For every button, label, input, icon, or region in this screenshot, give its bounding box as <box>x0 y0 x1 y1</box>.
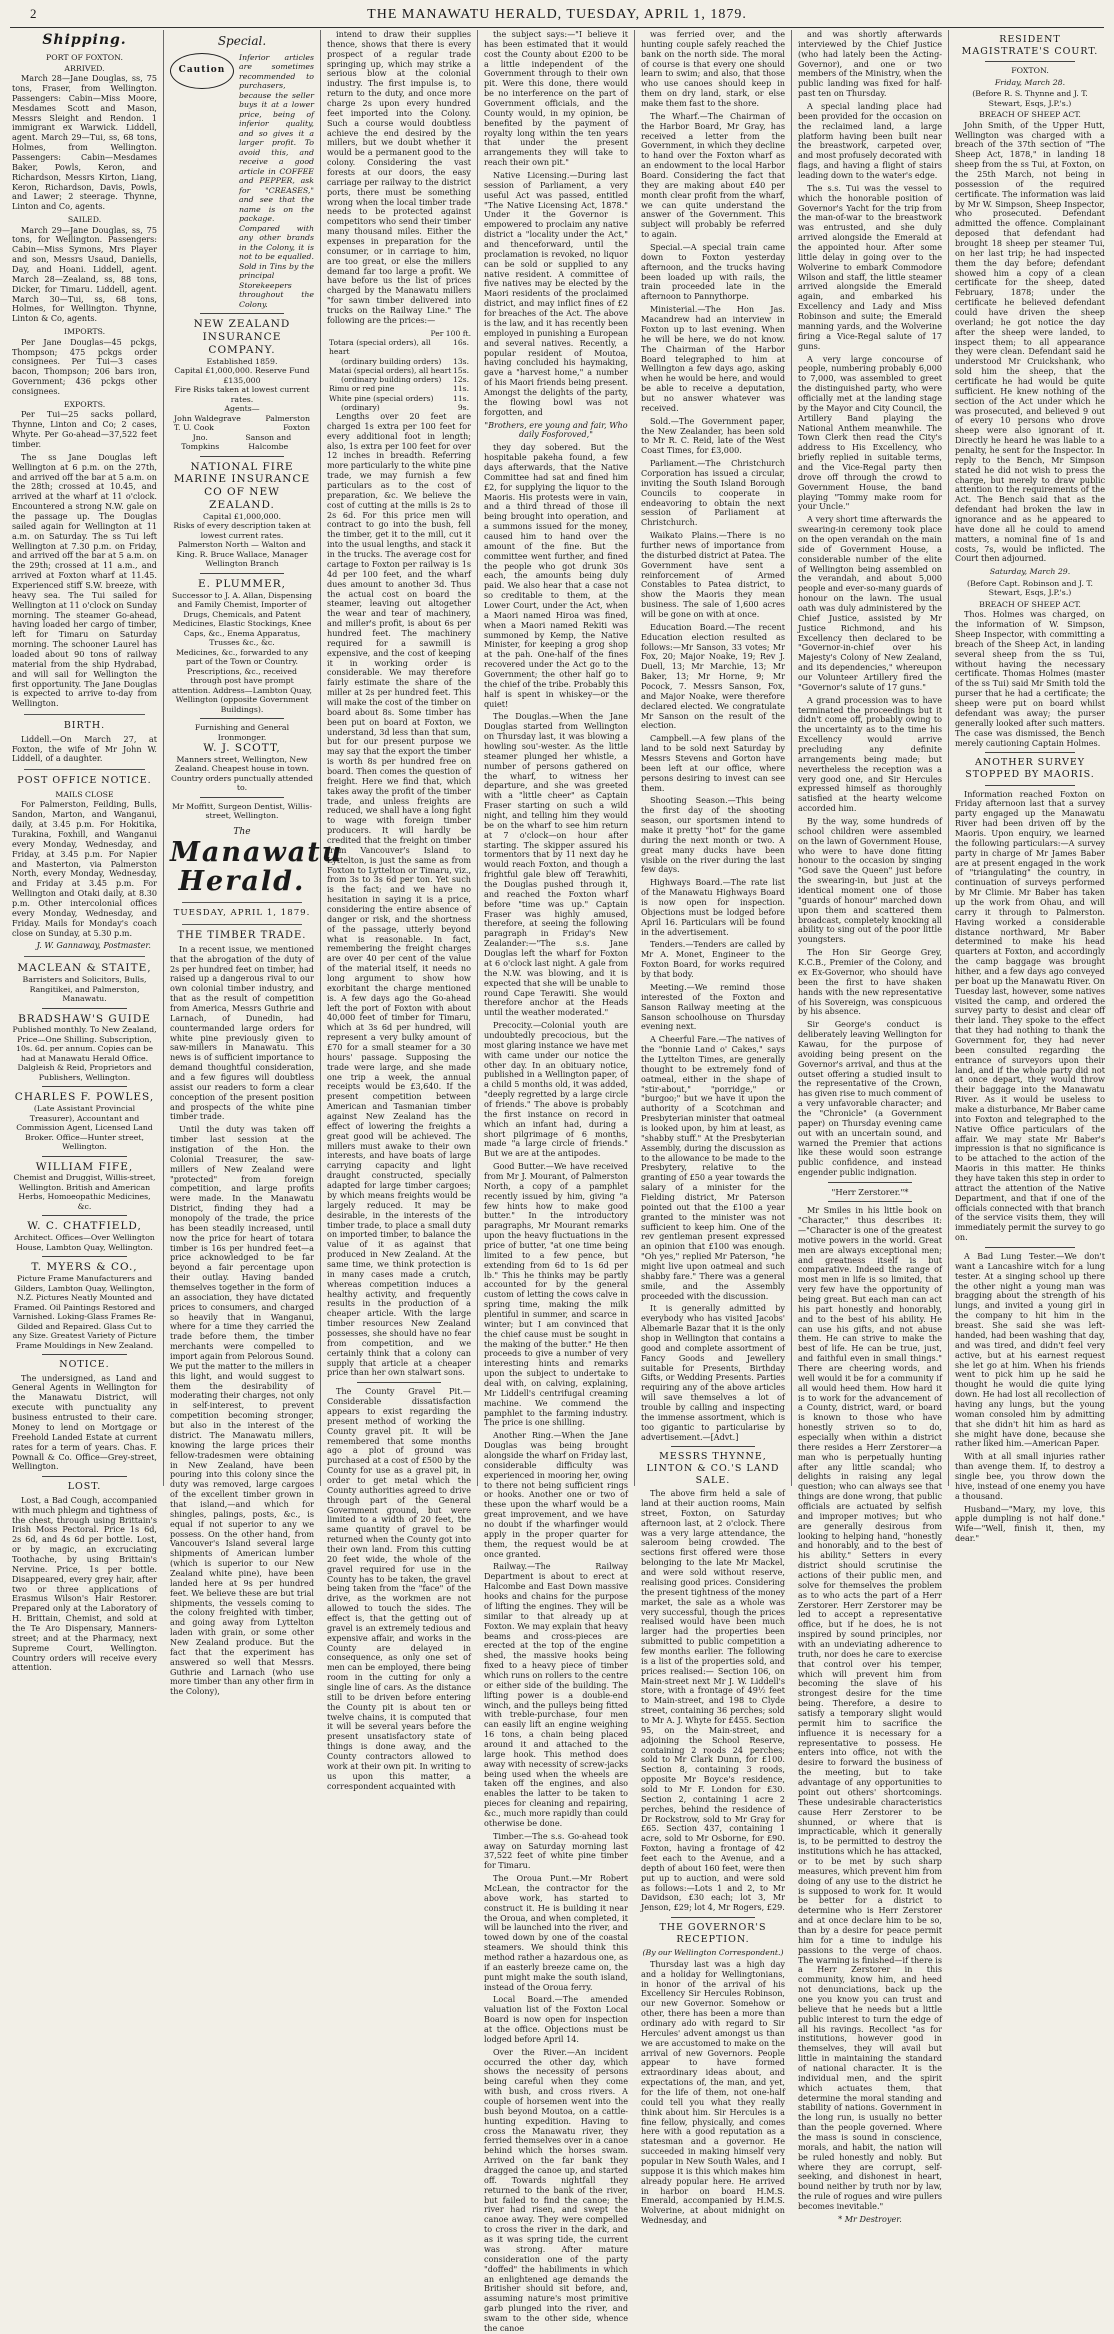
leader-paragraph: Until the duty was taken off timber last session at the instigation of the Hon. the Colonial Treasurer, the saw-millers of New Zealand were "protected" from foreign competition, and large profits were made. In the Manawatu District, finding they had a monopoly of the trade, the price has been steadily increased, until now the price for heart of totara timber is 16s per hundred feet—a price acknowledged to be far beyond a fair percentage upon their outlay. Having banded themselves together in the form of an association, they have dictated prices to consumers, and charged so heavily that in Wanganui, where for a time they carried the trade before them, the timber merchants were compelled to import again from Pelorous Sound. We put the matter to the millers in this light, and would suggest to them the desirability of moderating their charges, not only in self-interest, to prevent competition becoming stronger, but also in the interest of the district. The Manawatu millers, knowing the large prices their fellow-tradesmen were obtaining in New Zealand, have been pouring into this colony since the duty was removed, large cargoes of the excellent timber grown in that island,—and which for shingles, palings, posts, &c., is equal if not superior to any we possess. On the other hand, from Vancouver's Island several large shipments of American lumber (which is superior to our New Zealand white pine), have been landed here at 9s per hundred feet. We believe these are but trial shipments, the vessels coming to the colony freighted with timber, and going away from Lyttelton laden with grain, or some other New Zealand produce. But the fact that the experiment has answered so well that Messrs. Guthrie and Larnach (who use more timber than any other firm in the Colony), <box>170 1124 314 1697</box>
zerstorer-heading: "Herr Zerstorer."* <box>831 1186 909 1197</box>
divider <box>24 769 145 770</box>
price-rate: 11s. <box>453 384 469 394</box>
column-4 <box>478 29 634 2333</box>
verse-quote: "Brothers, ere young and fair, Who daily Fosforoved," <box>484 419 628 440</box>
divider <box>42 1008 127 1009</box>
governor-paragraph: A special landing place had been provided for the occasion on the reclaimed land, a large platform having been built near the breastwork, carpeted over, and most profusely decorated with flags, and having a flight of stairs leading down to the water's edge. <box>798 101 942 181</box>
issue-date: TUESDAY, APRIL 1, 1879. <box>173 908 311 919</box>
divider <box>42 1256 127 1257</box>
port-heading: PORT OF FOXTON. <box>46 53 123 63</box>
divider <box>182 902 302 903</box>
price-row <box>327 366 471 375</box>
news-paragraph: A Cheerful Fare.—The natives of the "bonnie Land o' Cakes," says the Lyttelton Times, are generally thought to be extremely fond of oatmeal, either in the shape of "stir-about," "porridge," or "burgoo;" but we have it upon the authority of a Scotchman and Presbyterian minister that oatmeal is looked upon, by him at least, as "shabby stuff." At the Presbyterian Assembly, during the discussion as to the allowance to be made to the Presbytery, relative to the granting of £50 a year towards the salary of a minister for the Fielding district, Mr Paterson pointed out that the £100 a year granted to the minister was not sufficient to keep him. One of the rev gentleman present expressed an opinion that £100 was enough. "Oh yes," replied Mr Paterson, "he might live upon oatmeal and such shabby fare." There was a general smile, and the Assembly proceeded with the discussion. <box>641 1034 785 1301</box>
arrived-label: ARRIVED. <box>64 63 105 73</box>
divider <box>985 1247 1075 1248</box>
price-rate: 12s. <box>453 375 469 385</box>
news-paragraph: It is generally admitted by everybody who has visited Jacobs' Albemarle Bazar that it is the only shop in Wellington that contains a good and complete assortment of Fancy Goods and Jewellery suitable for Presents, Birthday Gifts, or Wedding Presents. Parties requiring any of the above articles will save themselves a lot of trouble by calling and inspecting the immense assortment, which is too gigantic to particularise by advertisement.—[Advt.] <box>641 1303 785 1442</box>
column-1 <box>6 30 163 1673</box>
governor-paragraph: The Hon Sir George Grey, K.C.B., Premier of the Colony, and ex Ex-Governor, who should have been the first to have shaken hands with the new representative of his Sovereign, was conspicuous by his absence. <box>798 947 942 1017</box>
column-3 <box>321 29 477 1791</box>
exports-label: EXPORTS. <box>63 399 106 409</box>
court-date: Friday, March 28. <box>994 77 1066 87</box>
footnote: * Mr Destroyer. <box>838 2213 902 2224</box>
postmaster-signature: J. W. Gannaway, Postmaster. <box>36 940 151 951</box>
divider <box>42 1215 127 1216</box>
sailed-text: March 29—Jane Douglas, ss, 75 tons, for Wellington. Passengers: Cabin—Miss Symons, Mrs Player and son, Messrs Usaud, Daniells, Day, and Hoani. Liddell, agent. March 28—Zealand, ss, 88 tons, Dicker, for Timaru. Liddell, agent. March 30—Tui, ss, 68 tons, Holmes, for Wellington. Thynne, Linton & Co, agents. <box>12 224 157 324</box>
court-text: Thos. Holmes was charged, on the information of W. Simpson, Sheep Inspector, with committing a breach of the Sheep Act, in landing several sheep from the ss Tui, without having the necessary certificate. Thomas Holmes (master of the ss Tui) said Mr Smith told the purser that he had a certificate; the sheep were put on board whilst defendant was away; the purser generally looked after such matters. The case was dismissed, the Bench merely cautioning Captain Holmes. <box>955 609 1105 748</box>
court-place: FOXTON. <box>1011 66 1049 76</box>
court-bench: (Before Capt. Robinson and J. T. Stewart, Esqs, J.P.'s.) <box>967 578 1093 598</box>
news-paragraph: Tenders.—Tenders are called by Mr A. Monet, Engineer to the Foxton Board, for works required by that body. <box>641 939 785 980</box>
news-paragraph: Timber.—The s.s. Go-ahead took away on Saturday morning last 37,522 feet of white pine timber for Timaru. <box>484 1830 628 1871</box>
price-row <box>327 357 471 366</box>
news-paragraph: they day sobered. But the hospitable pakeha found, a few days afterwards, that the Native Committee had sat and fined him £2, for supplying the liquor to the Maoris. His protests were in vain, and a third thread of those ill being brought into operation, and a summons issued for the money, caused him to hand over the amount of the fine. But the committee went further, and fined the people who got drunk 30s each, the amounts being duly paid. We also hear that a case not so creditable to them, at the Lower Court, under the Act, when a Maori named Hiroa was fined, when a Maori named Rekiti was summoned by Kemp, the Native Minister, for keeping a grog shop at the pah. One-half of the fines recovered under the Act go to the Government; the other half go to the chief of the tribe. Probably this half is spent in whiskey—or the quiet! <box>484 442 628 709</box>
governor-paragraph: A very short time afterwards the swearing-in ceremony took place on the open verandah on the main side of Government House, a considerable number of the elite of Wellington being assembled on the verandah, and about 5,000 people and ever-so-many guards of honour on the lawn. The usual oath was duly administered by the Chief Justice, assisted by Mr Justice Richmond, and his Excellency then declared to be "Governor-in-chief over his Majesty's Colony of New Zealand, and its dependencies," whereupon our Volunteer Artillery fired the "Governor's salute of 17 guns." <box>798 514 943 692</box>
logo-name: Manawatu Herald. <box>170 836 344 898</box>
special-heading: Special. <box>217 34 267 48</box>
price-item: White pine (special orders) <box>329 393 434 403</box>
price-row <box>327 375 471 384</box>
anecdote: With at all small injuries rather than avenge them. If, to destroy a single bee, you throw down the hive, instead of one enemy you have a thousand. <box>955 1451 1105 1501</box>
price-table <box>327 338 471 412</box>
mails-label: MAILS CLOSE <box>55 789 114 799</box>
column-5 <box>635 29 791 2226</box>
price-rate: 15s. <box>453 365 469 375</box>
price-row <box>327 338 471 357</box>
news-paragraph: The Oroua Punt.—Mr Robert McLean, the contractor for the above work, has started to construct it. He is building it near the Oroua, and when completed, it will be launched into the river, and towed down by one of the coastal steamers. We should think this method rather a hazardous one, as if an easterly breeze came on, the punt might make the south island, instead of the Oroua ferry. <box>484 1873 628 1992</box>
news-paragraph: Special.—A special train came down to Foxton yesterday afternoon, and the trucks having been loaded up with rails, the train proceeded late in the afternoon to Pannythorpe. <box>641 242 785 302</box>
news-paragraph: Waikato Plains.—There is no further news of importance from the disturbed district at Patea. The Government have sent a reinforcement of Armed Constables to Patea district, to show the Maoris they mean business. The sale of 1,600 acres will be gone on with at once. <box>641 530 785 619</box>
divider <box>42 1086 127 1087</box>
news-paragraph: the subject says:—"I believe it has been estimated that it would cost the County about £200 to be a little independent of the Government through to their own pit. Were this done, there would be no interference on the part of Government officials, and the County would, in my opinion, be benefited by the payment of royalty long within the ten years that under the present arrangements they will take to reach their own pit." <box>484 29 628 168</box>
governor-paragraph: A very large concourse of people, numbering probably 6,000 to 7,000, was assembled to greet the distinguished party, who were officially met at the landing stage by the Mayor and City Council, the Artillery Band playing the National Anthem meanwhile. The Town Clerk then read the City's address to His Excellency, who briefly replied in suitable terms, and the Vice-Regal party then drove off through the crowd to Government House, the band playing "Tommy make room for your Uncle." <box>798 353 942 512</box>
ad-myers: T. MYERS & CO., Picture Frame Manufacturers and Gilders, Lambton Quay, Wellington, N.Z. Pictures Neatly Mounted and Framed. Oil Paintings Restored and Varnished. Loking-Glass Frames Re-Gilded and Repaired. Glass Cut to any Size. Greatest Variety of Picture Frame Mouldings in New Zealand. <box>12 1261 157 1350</box>
survey-text: Information reached Foxton on Friday afternoon last that a survey party engaged up the Manawatu River had been driven off by the Maoris. Upon enquiry, we learned the following particulars:—A survey party in charge of Mr James Baber are at present engaged in the work of "triangulating" the country, in continuation of surveys performed by Mr Climie. Mr Baber has taken up the work from Ohau, and will carry it through to Palmerston. Having worked a considerable distance northward, Mr Baber determined to make his head quarters at Foxton, and accordingly the camp baggage was brought hither, and a few days ago conveyed per boat up the Manawatu River. On Tuesday last, however, some natives visited the camp, and ordered the survey party to desist and clear off their land. They spoke to the effect that they had nothing to thank the Government for, they had never been consulted regarding the entrance of surveyors upon their land, and if the whole party did not at once depart, they would throw their baggage into the Manawatu River. As it would be useless to make a disturbance, Mr Baber came into Foxton and telegraphed to the Native Office particulars of the affair. We may state Mr Baber's impression is that no significance is to be attached to the action of the Maoris in this matter. He thinks they have taken this step in order to attract the attention of the Native Department, and that if one of the officials connected with that branch of the service visits them, they will immediately permit the survey to go on. <box>955 788 1105 1243</box>
page-header <box>0 0 1114 26</box>
news-paragraph: Precocity.—Colonial youth are undoubtedly precocious, but the most glaring instance we have met with came under our notice the other day. In an obituary notice, published in a Wellington paper, of a child 5 months old, it was added, "deeply regretted by a large circle of friends." The above is probably the first instance on record in which an infant had, during a short pilgrimage of 6 months, made "a large circle of friends." But we are at the antipodes. <box>484 1020 628 1159</box>
page-number: 2 <box>30 6 38 21</box>
ad-moffitt-dentist: Mr Moffitt, Surgeon Dentist, Willis-street, Wellington. <box>171 801 313 821</box>
news-paragraph: Shooting Season.—This being the first day of the shooting season, our sportsmen intend to make it pretty "hot" for the game during the next month or two. A great many ducks have been visible on the river during the last few days. <box>641 795 785 875</box>
ad-bradshaws-guide: BRADSHAW'S GUIDE Published monthly. To New Zealand, Price—One Shilling. Subscription, 10s. 6d. per annum. Copies can be had at Manawatu Herald Office. Dalgleish & Reid, Proprietors and Publishers, Wellington. <box>12 1012 157 1082</box>
newspaper-logo: The Manawatu Herald. <box>170 826 344 898</box>
price-item: Totara (special orders), all heart <box>329 338 431 357</box>
arrived-text: March 28—Jane Douglas, ss, 75 tons, Fraser, from Wellington. Passengers: Cabin—Miss Moore, Mesdames Scott and Mason, Messrs Sleight and Rendon. 1 immigrant ex Warwick. Liddell, agent. March 29—Tui, ss, 68 tons, Holmes, from Wellington. Passengers: Cabin—Mesdames Baker, Powls, Keron, and Richardson, Messrs Kirton, Liang, Keron, Richardson, Davis, Powls, and Lawer; 2 steerage. Thynne, Linton and Co, agents. <box>12 73 157 212</box>
court-bench: (Before R. S. Thynne and J. T. Stewart, Esqs, J.P.'s.) <box>972 89 1088 108</box>
news-paragraph: Highways Board.—The rate list of the Manawatu Highways Board is now open for inspection. Objections must be lodged before April 16. Particulars will be found in the advertisement. <box>641 877 785 937</box>
divider <box>671 1446 755 1447</box>
news-paragraph: Ministerial.—The Hon Jas. Macandrew had an interview in Foxton up to last evening. When he will be here, we do not know. The Chairman of the Harbor Board telegraphed to him at Wellington a few days ago, asking when he would be here, and would be able to receive a deputation, but no answer whatever was received. <box>641 304 785 413</box>
ad-maclean-staite: MACLEAN & STAITE, Barristers and Solicitors, Bulls, Rangitikei, and Palmerston, Manawatu. <box>17 962 152 1004</box>
land-sale-text: The above firm held a sale of land at their auction rooms, Main street, Foxton, on Saturday afternoon last, at 2 o'clock. There was a very large attendance, the saleroom being crowded. The sections first offered were those belonging to the late Mr Mackel, and were sold without reserve, realising good prices. Considering the present tightness of the money market, the sale as a whole was very successful, though the prices realised would have been much larger had the properties been submitted to public competition a few months earlier. The following is a list of the properties sold, and prices realised:— Section 106, on Main-street next Mr J. W. Liddell's store, with a frontage of 49½ feet to Main-street, and 198 to Clyde street, containing 36 perches; sold to Mr A. J. Whyte for £455. Section 95, on the Main-street, and adjoining the School Reserve, containing 2 roods 24 perches; sold to Mr Clark Dunn, for £100. Section 8, containing 3 roods, opposite Mr Boyce's residence, sold to Mr F. London for £30. Section 2, containing 1 acre 2 perches, behind the residence of Dr Rockstrow, sold to Mr Gray for £65. Section 437, containing 1 acre, sold to Mr Osborne, for £90. Foxton, having a frontage of 42 feet each to the Avenue, and a depth of about 160 feet, were then put up to auction, and were sold as follows:—Lots 1 and 2, to Mr Davidson, £30 each; lot 3, Mr Jenson, £29; lot 4, Mr Rogers, £29. <box>641 1488 785 1913</box>
governor-paragraph: The s.s. Tui was the vessel to which the honorable position of Governor's Yacht for the trip from the man-of-war to the breastwork was entrusted, and she duly arrived alongside the Emerald at the appointed hour. After some little delay in going over to the Wolverine to embark Commodore Wilson and staff, the little steamer arrived alongside the Emerald again, and embarked his Excellency and Lady and Miss Robinson and suite; the Emerald manning yards, and the Wolverine firing a Vice-Regal salute of 17 guns. <box>798 182 942 351</box>
governor-heading: THE GOVERNOR'S RECEPTION. <box>659 1922 767 1945</box>
news-paragraph: Local Board.—The amended valuation list of the Foxton Local Board is now open for inspection at the office. Objections must be lodged before April 14. <box>484 1994 628 2044</box>
news-paragraph: Railway.—The Railway Department is about to erect at Halcombe and East Down massive hooks and chains for the purpose of lifting the engines. They will be similar to that already up at Foxton. We may explain that heavy beams and cross-pieces are erected at the top of the engine shed, the massive hooks being fixed to a heavy piece of timber which runs on rollers to the centre or either side of the building. The lifting power is a double-end winch, and the pulleys being fitted with treble-purchase, four men can easily lift an engine weighing 16 tons, a chain being placed around it and attached to the large hook. This method does away with necessity of screw-jacks being used when the wheels are taken off the engines, and also enables the latter to be taken to pieces for cleaning and repairing, &c., much more rapidly than could otherwise be done. <box>484 1561 628 1828</box>
news-paragraph: Parliament.—The Christchurch Corporation has issued a circular, inviting the South Island Borough Councils to cooperate in endeavoring to obtain the next session of Parliament at Christchurch. <box>641 458 785 528</box>
news-paragraph: Over the River.—An incident occurred the other day, which shows the necessity of persons being careful when they come with bush, and cross rivers. A couple of horsemen went into the bush beyond Moutoa, on a cattle-hunting expedition. Having to cross the Manawatu river, they ferried themselves over in a canoe behind which the horses swam. Arrived on the far bank they dragged the canoe up, and started off. Towards nightfall they returned to the bank of the river, but failed to find the canoe; the river had risen, and swept the canoe away. They were compelled to cross the river in the dark, and as it was spring tide, the current was strong. After mature consideration one of the party "doffed" the habiliments in which an enlightened age demands the Britisher should sit before, and, assuming nature's most primitive garb plunged into the river, and swam to the other side, whence the canoe <box>484 2046 628 2333</box>
header-rule <box>10 27 1104 28</box>
birth-heading: BIRTH. <box>63 720 106 732</box>
divider <box>200 573 284 574</box>
divider <box>828 1182 912 1183</box>
anecdote: Husband—"Mary, my love, this apple dumpling is not half done." Wife—"Well, finish it, then, my dear." <box>955 1503 1105 1544</box>
divider <box>42 1156 127 1157</box>
caution-text: Inferior articles are sometimes recommended to purchasers, because the seller buys it at a lower price, being of inferior quality, and so gives it a larger profit. To avoid this, and receive a good article in COFFEE and PEPPER, ask for "CREASES," and see that the name is on the package. Compared with any other brands in the Colony, it is not to be equalled. Sold in Tins by the principal Storekeepers throughout the Colony. <box>239 52 314 309</box>
shipping-heading: Shipping. <box>42 32 127 48</box>
price-table-header: Per 100 ft. <box>430 328 471 338</box>
news-paragraph: Meeting.—We remind those interested of the Foxton and Sanson Railway meeting at the Sanson schoolhouse on Thursday evening next. <box>641 981 785 1032</box>
news-paragraph: The Wharf.—The Chairman of the Harbor Board, Mr Gray, has received a letter from the Government, in which they decline to hand over the Foxton wharf as an endowment to the local Harbor Board. Considering the fact that they are making about £40 per month clear profit from the wharf, we can quite understand the answer of the Government. This subject will probably be referred to again. <box>641 110 785 240</box>
correspondent-line: (By our Wellington Correspondent.) <box>642 1948 784 1958</box>
divider <box>42 1354 127 1355</box>
divider <box>357 1382 441 1383</box>
price-row <box>327 394 471 403</box>
lost-heading: LOST. <box>67 1481 102 1493</box>
price-item: (ordinary) <box>341 402 380 412</box>
price-item: (ordinary building orders) <box>341 356 442 366</box>
ad-nz-insurance: NEW ZEALAND INSURANCE COMPANY. Established 1859. Capital £1,000,000. Reserve Fund £135,000 Fire Risks taken at lowest current rates. Agents— John Waldegrave Palmerston T. U. Cook Foxton Jno. Tompkins Sanson and Halcombe <box>174 318 310 452</box>
divider <box>24 956 145 957</box>
imports-text: Per Jane Douglas—45 pckgs, Thompson; 475 pckgs order consignees. Per Tui—3 cases bacon, Thompson; 206 bars iron, Government; 436 pckgs other consignees. <box>12 336 157 396</box>
divider <box>42 1476 127 1477</box>
anecdote: A Bad Lung Tester.—We don't want a Lancashire witch for a lung tester. At a singing school up there the other night a young man was bragging about the strength of his lungs, and invited a young girl in the company to hit him in the breast. She said she was left-handed, had been washing that day, and was tired, and didn't feel very active, but at his earnest request she let go at him. When his friends went to pick him up he said he thought he would die quite lying down. He had lost all recollection of having any lungs, but the young woman consoled him by admitting that she didn't hit him as hard as she might have done, because she rather liked him.—American Paper. <box>955 1251 1105 1449</box>
survey-heading: ANOTHER SURVEY STOPPED BY MAORIS. <box>965 757 1095 780</box>
column-2 <box>164 30 344 1697</box>
governor-paragraph: Sir George's conduct is deliberately leaving Wellington for Kawau, for the purpose of avoiding being present on the Governor's arrival, and thus at the outset offering a studied insult to the representative of the Crown, has given rise to much comment of a very unfavorable character; and the "Chronicle" (a Government paper) on Thursday evening came out with an uncertain sound, and warned the Premier that actions like these would soon estrange public confidence, and instead engender public indignation. <box>798 1019 943 1178</box>
price-item: Rimu or red pine <box>329 384 395 394</box>
divider <box>985 785 1075 786</box>
leader-paragraph: In a recent issue, we mentioned that the abrogation of the duty of 2s per hundred feet on timber, had raised up a dangerous rival to our own colonial timber industry, and that as the result of competition from America, Messrs Guthrie and Larnach, of Dunedin, had countermanded large orders for white pine previously given to saw-millers in Manawatu. This news is of sufficient importance to demand thoughtful consideration, and a few figures will doubtless assist our readers to form a clear conception of the present position and prospects of the white pine timber trade. <box>170 943 314 1122</box>
news-paragraph: The Douglas.—When the Jane Douglas started from Wellington on Thursday last, it was blowing a howling sou'-wester. As the little steamer plunged her whistle, a number of persons gathered on the wharf, to witness her departure, and she was greeted with a "little cheer" as Captain Fraser starting on such a wild night, and telling him they would be on the wharf to see him return at 7 o'clock—on hour after starting. The skipper assured his tormentors that by 11 next day he would reach Foxton, and though a frightful gale blew off Terawhiti, the Douglas pushed through it, and reached the Foxton wharf before "time was up." Captain Fraser was highly amused, therefore, at seeing the following paragraph in Friday's New Zealander:—"The s.s. Jane Douglas left the wharf for Foxton at 6 o'clock last night. A gale from the N.W. was blowing, and it is expected that she will be unable to round Cape Terawiti. She would therefore anchor at the Heads until the weather moderated." <box>484 711 628 1018</box>
price-rate: 11s. <box>453 393 469 403</box>
sailed-label: SAILED. <box>67 215 102 225</box>
birth-text: Liddell.—On March 27, at Foxton, the wife of Mr John W. Liddell, of a daughter. <box>12 733 157 764</box>
caution-ad <box>170 53 314 310</box>
divider <box>200 797 284 798</box>
mails-text: For Palmerston, Feilding, Bulls, Sandon, Marton, and Wanganui, daily, at 3.45 p.m. For Hokitika, Turakina, Foxhill, and Wanganui every Monday, Wednesday, and Friday, at 3.45 p.m. For Napier and Masterton, via Palmerston North, every Monday, Wednesday, and Friday at 3.45 p.m. For Wellington and Otaki daily, at 8.30 p.m. Other intercolonial offices every Monday, Wednesday, and Friday. Mails for Monday's coach close on Sunday, at 5.30 p.m. <box>12 799 157 938</box>
divider <box>200 718 284 719</box>
leader-heading: THE TIMBER TRADE. <box>177 929 307 941</box>
news-paragraph: Campbell.—A few plans of the land to be sold next Saturday by Messrs Stevens and Gorton have been left at our office, where persons desiring to invest can see them. <box>641 733 785 793</box>
ad-national-fire: NATIONAL FIRE MARINE INSURANCE CO OF NEW ZEALAND. Capital £1,000,000. Risks of every description taken at lowest current rates. Palmerston North — Walton and King. R. Bruce Wallace, Manager Wellington Branch <box>173 460 311 569</box>
article-paragraph: intend to draw their supplies thence, shows that there is every prospect of a regular trade springing up, which may strike a serious blow at the colonial industry. The first impulse is, to return to the duty, and once more charge 2s upon every hundred feet imported into the Colony. Such a course would doubtless achieve the end desired by the millers, but we doubt whether it would be a permanent good to the colony. Considering the vast forests at our doors, the easy carriage per railway to the district ports, there must be something wrong when the local timber trade needs to be protected against competitors who send their timber many thousand miles. Either the expenses in preparation for the consumer, or in carriage to him, are too great, or else the millers demand far too large a profit. We have before us the list of prices charged by the Manawatu millers "for sawn timber delivered into trucks on the Railway Line." The following are the prices:— <box>327 29 471 325</box>
news-paragraph: Another Ring.—When the Jane Douglas was being brought alongside the wharf on Friday last, considerable difficulty was experienced in mooring her, owing to there not being sufficient rings or hooks. Another one or two of these upon the wharf would be a great improvement, and we have no doubt if the wharfinger would apply in the proper quarter for them, the request would be at once granted. <box>484 1430 628 1559</box>
notice-heading: NOTICE. <box>59 1359 110 1371</box>
divider <box>828 1201 912 1202</box>
caution-hand-icon: Caution <box>170 53 234 89</box>
news-paragraph: Education Board.—The recent Education election resulted as follows:—Mr Sanson, 33 votes; Mr Fox, 20; Major Noake, 19; Rev J. Duell, 13; Mr Marchie, 13; Mr Baker, 13; Mr Horne, 9; Mr Pocock, 7. Messrs Sanson, Fox, and Major Noake, were therefore declared elected. We congratulate Mr Sanson on the result of the election. <box>641 621 785 731</box>
header-title: THE MANAWATU HERALD, TUESDAY, APRIL 1, 1879. <box>367 7 747 22</box>
court-heading: RESIDENT MAGISTRATE'S COURT. <box>961 34 1099 57</box>
ad-plummer-chemist: E. PLUMMER, Successor to J. A. Allan, Dispensing and Family Chemist, Importer of Drugs, Chemicals, and Patent Medicines, Elastic Stockings, Knee Caps, &c., Enema Apparatus, Trusses &c., &c. Medicines, &c., forwarded to any part of the Town or Country. Prescriptions, &c., received through post have prompt attention. Address—Lambton Quay, Wellington (opposite Government Buildings). <box>171 577 313 714</box>
divider <box>24 714 145 715</box>
price-row <box>327 384 471 393</box>
news-paragraph: Sold.—The Government paper, the New Zealander, has been sold to Mr R. C. Reid, late of the West Coast Times, for £3,000. <box>641 415 785 456</box>
divider <box>671 1917 755 1918</box>
lost-text: Lost, a Bad Cough, accompanied with much phlegm and tightness of the chest, through using Brittain's Irish Moss Pectoral. Price 1s 6d, 2s 6d, and 4s 6d per bottle. Lost, or by magic, an excruciating Toothache, by using Brittain's Nervine. Price, 1s per bottle. Disappeared, every grey hair, after two or three applications of Erasmus Wilson's Hair Restorer. Prepared only at the Laboratory of H. Brittain, Chemist, and sold at the Te Aro Dispensary, Manners-street; and at the Pharmacy, next Supreme Court, Wellington. Country orders will receive every attention. <box>12 1494 157 1673</box>
ad-charles-powles: CHARLES F. POWLES, (Late Assistant Provincial Treasurer), Accountant and Commission Agent, Licensed Land Broker. Office—Hunter street, Wellington. <box>14 1091 155 1152</box>
exports-text: Per Tui—25 sacks pollard, Thynne, Linton and Co; 2 cases, Whyte. Per Go-ahead—37,522 feet timber. <box>12 409 157 449</box>
price-item: (ordinary building orders) <box>341 375 442 385</box>
court-text: John Smith, of the Upper Hutt, Wellington was charged with a breach of the 37th section of "The Sheep Act, 1878," in landing 18 sheep from the ss Tui, at Foxton, on the 25th March, not being in possession of the required certificate. The information was laid by Mr W. Simpson, Sheep Inspector, who prosecuted. Defendant admitted the offence. Complainant deposed that defendant had brought 18 sheep per steamer Tui, on her last trip; he had inspected them the day before; defendant showed him a copy of a clean certificate for the sheep, dated February, 1878; under the certificate he believed defendant could have driven the sheep overland; he got notice the day after the sheep were landed, to inspect them; to all appearance they were clean. Defendant said he understood Mr Cruickshank, who sold him the sheep, that the certificate he had would be quite sufficient. He knew nothing of the section of the Act under which he was prosecuted, and believed 9 out of every 10 persons who drove sheep were also ignorant of it. Directly he heard he was liable to a penalty, he sent for the Inspector. In reply to the Bench, Mr Simpson stated he did not wish to press the charge, but merely to draw public attention to the requirements of the Act. The Bench said that as the defendant had broken the law in ignorance and as he appeared to have done all he could to amend matters, a nominal fine of 1s and costs, 7s, would be inflicted. The Court then adjourned. <box>955 119 1105 564</box>
divider <box>200 313 284 314</box>
court-date: Saturday, March 29. <box>989 567 1071 577</box>
divider <box>200 456 284 457</box>
price-rate: 13s. <box>453 356 469 366</box>
court-charge: BREACH OF SHEEP ACT. <box>979 599 1081 609</box>
news-paragraph: Good Butter.—We have received from Mr J. Mourant, of Palmerston North, a copy of a pamphlet recently issued by him, giving "a few hints how to make good butter." In the introductory paragraphs, Mr Mourant remarks upon the heavy fluctuations in the price of butter, "at one time being limited to a few pence, but extending from 6d to 1s 6d per lb." This he thinks may be partly accounted for by the general custom of letting the cows calve in spring time, making the milk plentiful in summer, and scarce in winter; but I am convinced that the chief cause must be sought in the making of the butter." He then proceeds to give a number of very interesting hints and remarks upon the subject to undertake to deal with, on calving, explaining, Mr Liddell's centrifugal creaming machine. We commend the pamphlet to the farming industry. The price is one shilling. <box>484 1161 628 1428</box>
divider <box>182 924 302 925</box>
ad-scott-ironmonger: Furnishing and General Ironmonger. W. J. SCOTT, Manners street, Wellington, New Zealand. Cheapest house in town. Country orders punctually attended to. <box>171 723 313 793</box>
price-rate: 16s. <box>453 338 469 348</box>
court-charge: BREACH OF SHEEP ACT. <box>979 110 1081 120</box>
post-office-heading: POST OFFICE NOTICE. <box>17 775 152 787</box>
ad-chatfield: W. C. CHATFIELD, Architect. Offices—Over Wellington House, Lambton Quay, Wellington. <box>14 1220 155 1252</box>
price-item: Matai (special orders), all heart <box>329 365 452 375</box>
article-paragraph: The County Gravel Pit.—Considerable dissatisfaction appears to exist regarding the present method of working the County gravel pit. It will be remembered that some months ago a plot of ground was purchased at a cost of £500 by the County for use as a gravel pit, in order to get metal which the County authorities agreed to drive through part of the General Government ground, but were limited to a width of 20 feet, the same quantity of gravel to be returned when the County got into their own land. From this cutting 20 feet wide, the whole of the gravel required for use in the County has to be taken, the gravel being taken from the "face" of the drive, as the workmen are not allowed to touch the sides. The effect is, that the getting out of gravel is an extremely tedious and expensive affair, and works in the County are delayed in consequence, as only one set of men can be employed, there being room in the cutting for only a single line of cars. As the distance still to be driven before entering the County pit is about ten or twelve chains, it is computed that it will be several years before the present unsatisfactory state of things is done away, and the County contractors allowed to work at their own pit. In writing to us upon this matter, a correspondent acquainted with <box>327 1386 471 1791</box>
zerstorer-text: Mr Smiles in his little book on "Character," thus describes it:—"Character is one of the greatest motive powers in the world. Great men are always exceptional men; and greatness itself is but comparative. Indeed the range of most men in life is so limited, that very few have the opportunity of being great. But each man can act his part honestly and honorably, and to the best of his ability. He can use his gifts, and not abuse them. He can strive to make the best of life. He can be true, just, and faithful even in small things." There are cheering words, and well would it be for a community if all would heed them. How hard it is to work for the advancement of a County, district, ward, or board is known to those who have honestly striven so to do, especially when within a district there resides a Herr Zerstorer—a man who is perpetually hunting after any little scandal; who delights in raising any legal question; who can always see that things are done wrong, that public officials are actuated by selfish and improper motives; but who are generally desirous from looking to helping hand, "honestly and honorably, and to the best of his ability." Setters in every district should scrutinise the actions of their public men, and solve for themselves the problem as to who acts the part of a Herr Zerstorer. Herr Zerstorer may be led to accept a representative office, but if he does, he is not inspired by sound principles, nor with an undeviating adherence to truth, nor does he care to exercise that control over his temper, which will prevent him from becoming the slave of his strongest desire for the time being. Therefore, a desire to satisfy a temporary slight would permit him to sacrifice the influence it is necessary for a representative to possess. He enters into office, not with the desire to forward the business of the meeting, but to take advantage of any opportunities to point out others' shortcomings. These undesirable characteristics cause Herr Zerstorer to be shunned, or where that is impracticable, which it generally is, to be permitted to destroy the institutions which he has attacked, or to be met by such sharp measures, which prevent him from doing of any use to the district he is supposed to work for. It would be better for a district to determine who is Herr Zerstorer and at once declare him to be so, than by a desire for peace permit him for a time to indulge his passions to the verge of chaos. The warning is finished—if there is a Herr Zerstorer in this community, know him, and heed not denunciations, back up the one you know you can trust and believe that he needs but a little public interest to turn the edge of all his ravings. Recollect "as for institutions, however good in themselves, they will avail but little in maintaining the standard of national character. It is the individual men, and the spirit which actuates them, that determine the moral standing and stability of nations. Government in the long run, is usually no better than the people governed. Where the mass is sound in conscience, morals, and habit, the nation will be ruled honestly and nobly. But where they are corrupt, self-seeking, and dishonest in heart, bound neither by truth nor by law, the rule of rogues and wire pullers becomes inevitable." <box>798 1205 942 2212</box>
price-rate: 9s. <box>457 402 469 412</box>
column-6 <box>792 29 948 2224</box>
imports-label: IMPORTS. <box>63 327 106 337</box>
divider <box>985 752 1075 753</box>
governor-paragraph: By the way, some hundreds of school children were assembled on the lawn of Government House, who were to have done fitting honour to the occasion by singing "God save the Queen" just before the swearing-in, but just at the identical moment one of those "guards of honour" marched down upon them and scattered them broadcast, completely knocking all ability to sing out of the poor little youngsters. <box>798 816 942 945</box>
governor-paragraph: and was shortly afterwards interviewed by the Chief Justice (who had lately been the Acting-Governor), and one or two members of the Ministry, when the public landing was fixed for half-past ten on Thursday. <box>798 29 942 99</box>
news-paragraph: was ferried over, and the hunting couple safely reached the bank on the north side. The moral of course is that every one should learn to swim; and also, that those who use canoes should keep in them on dry land, stark, or else make them fast to the shore. <box>641 29 785 109</box>
governor-text: Thursday last was a high day and a holiday for Wellingtonians, in honor of the arrival of his Excellency Sir Hercules Robinson, our new Governor. Somehow or other, there has been a more than ordinary ado with regard to Sir Hercules' advent amongst us than we are accustomed to make on the arrival of new Governors. People appear to have formed extraordinary ideas about, and expectations of, the man, and yet, for the life of them, not one-half could tell you what they really think about him. Sir Hercules is a fine fellow, physically, and comes here with a good reputation as a statesman and a governor. He succeeded in making himself very popular in New South Wales, and I suppose it is this which makes him already popular here. He arrived in harbor on board H.M.S. Emerald, accompanied by H.M.S. Wolverine, at about midnight on Wednesday, and <box>641 1958 785 2226</box>
ad-william-fife: WILLIAM FIFE, Chemist and Druggist, Willis-street, Wellington. British and American Herbs, Homoeopathic Medicines, &c. <box>13 1160 156 1211</box>
column-7 <box>949 30 1111 1544</box>
governor-paragraph: A grand procession was to have terminated the proceedings but it didn't come off, probably owing to the uncertainty as to the time his Excellency would arrive precluding any definite arrangements being made; but nevertheless the reception was a very good one, and Sir Hercules expressed himself as thoroughly satisfied at the hearty welcome accorded him. <box>798 694 942 814</box>
news-paragraph: Native Licensing.—During last session of Parliament, a very useful Act was passed, entitled "The Native Licensing Act, 1878." Under it the Governor is empowered to proclaim any native district a "locality under the Act," and thenceforward, until the proclamation is revoked, no liquor can be sold or supplied to any native resident. A committee of five natives may be elected by the Maori residents of the proclaimed district, and may inflict fines of £2 for breaches of the Act. The above is the law, and it has recently been employed in punishing a European and several natives. Recently, a popular resident of Moutoa, having concluded his haymaking, gave a "harvest home," a number of his Maori friends being present. Amongst the delights of the party, the flowing bowl was not forgotten, and <box>484 170 628 417</box>
article-paragraph: Lengths over 20 feet are charged 1s extra per 100 feet for every additional foot in length; also, 1s extra per 100 feet for over 12 inches in breadth. Referring more particularly to the white pine trade, we may furnish a few particulars as to the cost of preparation, &c. We believe the cost of cutting at the mills is 2s to 2s 6d. For this price men will contract to go into the bush, fell the timber, get it to the mill, cut it into the usual lengths, and stack it in the trucks. The average cost for cartage to Foxton per railway is 1s 4d per 100 feet, and the wharf dues amount to another 3d. Thus the actual cost on board the steamer, leaving out altogether the wear and tear of machinery, and miller's profit, is about 6s per hundred feet. The machinery required for a sawmill is expensive, and the cost of keeping it in working order is considerable. We may therefore fairly estimate the share of the miller at 2s per hundred feet. This will make the cost of the timber on board about 8s. Some timber has been put on board at Foxton, we understand, 3d less than that sum, but for our present purpose we may say that the export the timber is worth 8s per hundred free on board. Then comes the question of freight. Here we find that, which takes away the profit of the timber trade, and unless freights are reduced, we shall have a long fight to wage with foreign timber producers. It will hardly be credited that the freight on timber from Vancouver's Island to Lyttelton, is just the same as from Foxton to Lyttelton or Timaru, viz., from 3s to 3s 6d per ton. Yet such is the fact; and we have no hesitation in saying it is a price, considering the entire absence of danger or risk, and the shortness of the passage, utterly beyond what is reasonable. In fact, remembering the freight charges are over 40 per cent of the value of the material itself, it needs no long argument to show how exorbitant the charge mentioned is. A few days ago the Go-ahead left the port of Foxton with about 40,000 feet of timber for Timaru, which at 3s 6d per hundred, will represent a very bulky amount of £70 for a small steamer for a 30 hours' passage. Supposing the trade were large, and she made one trip a week, the annual receipts would be £3,640. If the present competition between American and Tasmanian timber against New Zealand has the effect of lowering the freights a great good will be achieved. The millers must awake to their own interests, and have boats of large carrying capacity and light draught constructed, specially adapted for large timber cargoes; by which means freights would be largely reduced. It may be desirable, in the interests of the timber trade, to place a small duty on imported timber, to balance the value of it as against that produced in New Zealand. At the same time, we think protection is in many cases made a crutch, whereas competition induces a healthy activity, and frequently results in the production of a cheaper article. With the large timber resources New Zealand possesses, she should have no fear from competition, and we certainly think that a colony can supply that article at a cheaper price than her own stalwart sons. <box>327 411 471 1378</box>
land-sale-heading: MESSRS THYNNE, LINTON & CO.'S LAND SALE. <box>646 1451 780 1486</box>
shipping-notes: The ss Jane Douglas left Wellington at 6 p.m. on the 27th, and arrived off the bar at 5 a.m. on the 28th; crossed at 10.45, and arrived at the wharf at 11 o'clock. Encountered a strong N.W. gale on the passage up. The Douglas sailed again for Wellington at 11 a.m. on Saturday. The ss Tui left Wellington at 7.30 p.m. on Friday, and arrived off the bar at 5 a.m. on the 29th; crossed at 11 a.m., and arrived at Foxton wharf at 11.45. Experienced stiff S.W. breeze, with heavy sea. The Tui sailed for Wellington at 11 o'clock on Sunday morning. The steamer Go-ahead, having loaded her cargo of timber, left for Timaru on Saturday morning. The schooner Laurel has loaded about 90 tons of railway material from the ship Hydrabad, and will sail for Wellington the first opportunity. The Jane Douglas is expected to arrive to-day from Wellington. <box>12 451 157 709</box>
divider <box>985 61 1075 62</box>
notice-text: The undersigned, as Land and General Agents in Wellington for the Manawatu District, will execute with punctuality any business entrusted to their care. Money to lend on Mortgage or Freehold Landed Estate at current rates for a term of years. Chas. F. Pownall & Co. Office—Grey-street, Wellington. <box>12 1372 157 1472</box>
